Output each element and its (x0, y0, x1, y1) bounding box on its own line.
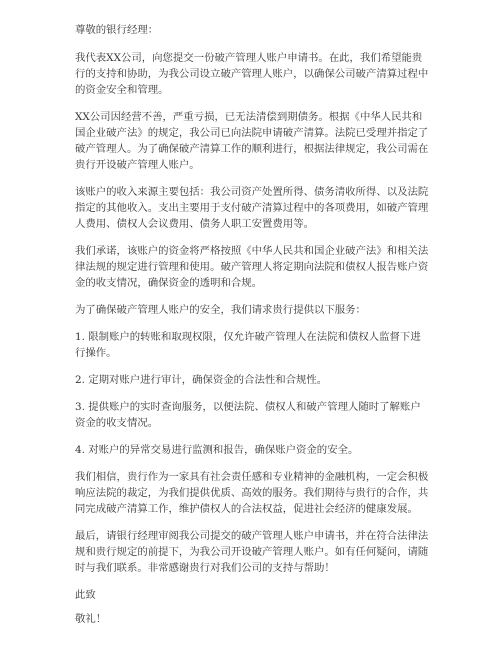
letter-closing-line-1: 此致 (75, 589, 96, 601)
letter-paragraph-intro: 我代表XX公司，向您提交一份破产管理人账户申请书。在此，我们希望能贵行的支持和协助，为我公司设立破产管理人账户，以确保公司破产清算过程中的资金安全和管理。 (75, 52, 429, 96)
letter-paragraph-background: XX公司因经营不善，严重亏损，已无法清偿到期债务。根据《中华人民共和国企业破产法》的规定，我公司已向法院申请破产清算。法院已受理并指定了破产管理人。为了确保破产清算工作的顺利进行，根据法律规定，我公司需在贵行开设破产管理人账户。 (75, 111, 429, 171)
letter-paragraph-commitment: 我们承诺，该账户的资金将严格按照《中华人民共和国企业破产法》和相关法律法规的规定进行管理和使用。破产管理人将定期向法院和债权人报告账户资金的收支情况，确保资金的透明和合规。 (75, 245, 429, 289)
letter-salutation: 尊敬的银行经理： (75, 24, 159, 36)
letter-paragraph-trust: 我们相信，贵行作为一家具有社会责任感和专业精神的金融机构，一定会积极响应法院的裁定，为我们提供优质、高效的服务。我们期待与贵行的合作，共同完成破产清算工作，维护债权人的合法权益，促进社会经济的健康发展。 (75, 471, 429, 515)
letter-list-item-2: 2. 定期对账户进行审计，确保资金的合法性和合规性。 (75, 374, 328, 386)
letter-paragraph-final-request: 最后，请银行经理审阅我公司提交的破产管理人账户申请书，并在符合法律法规和贵行规定的前提下，为我公司开设破产管理人账户。如有任何疑问，请随时与我们联系。非常感谢贵行对我们公司的支持与帮助！ (75, 530, 429, 574)
letter-list-item-1: 1. 限制账户的转账和取现权限，仅允许破产管理人在法院和债权人监督下进行操作。 (75, 331, 421, 359)
letter-body (75, 22, 430, 627)
letter-paragraph-account-usage: 该账户的收入来源主要包括：我公司资产处置所得、债务清收所得、以及法院指定的其他收入。支出主要用于支付破产清算过程中的各项费用，如破产管理人费用、债权人会议费用、债务人职工安置费用等。 (75, 186, 429, 230)
letter-paragraph-service-request: 为了确保破产管理人账户的安全，我们请求贵行提供以下服务： (75, 304, 366, 316)
letter-list-item-3: 3. 提供账户的实时查询服务，以便法院、债权人和破产管理人随时了解账户资金的收支情况。 (75, 401, 421, 429)
letter-list-item-4: 4. 对账户的异常交易进行监测和报告，确保账户资金的安全。 (75, 444, 359, 456)
letter-closing-line-2: 敬礼！ (75, 613, 107, 625)
